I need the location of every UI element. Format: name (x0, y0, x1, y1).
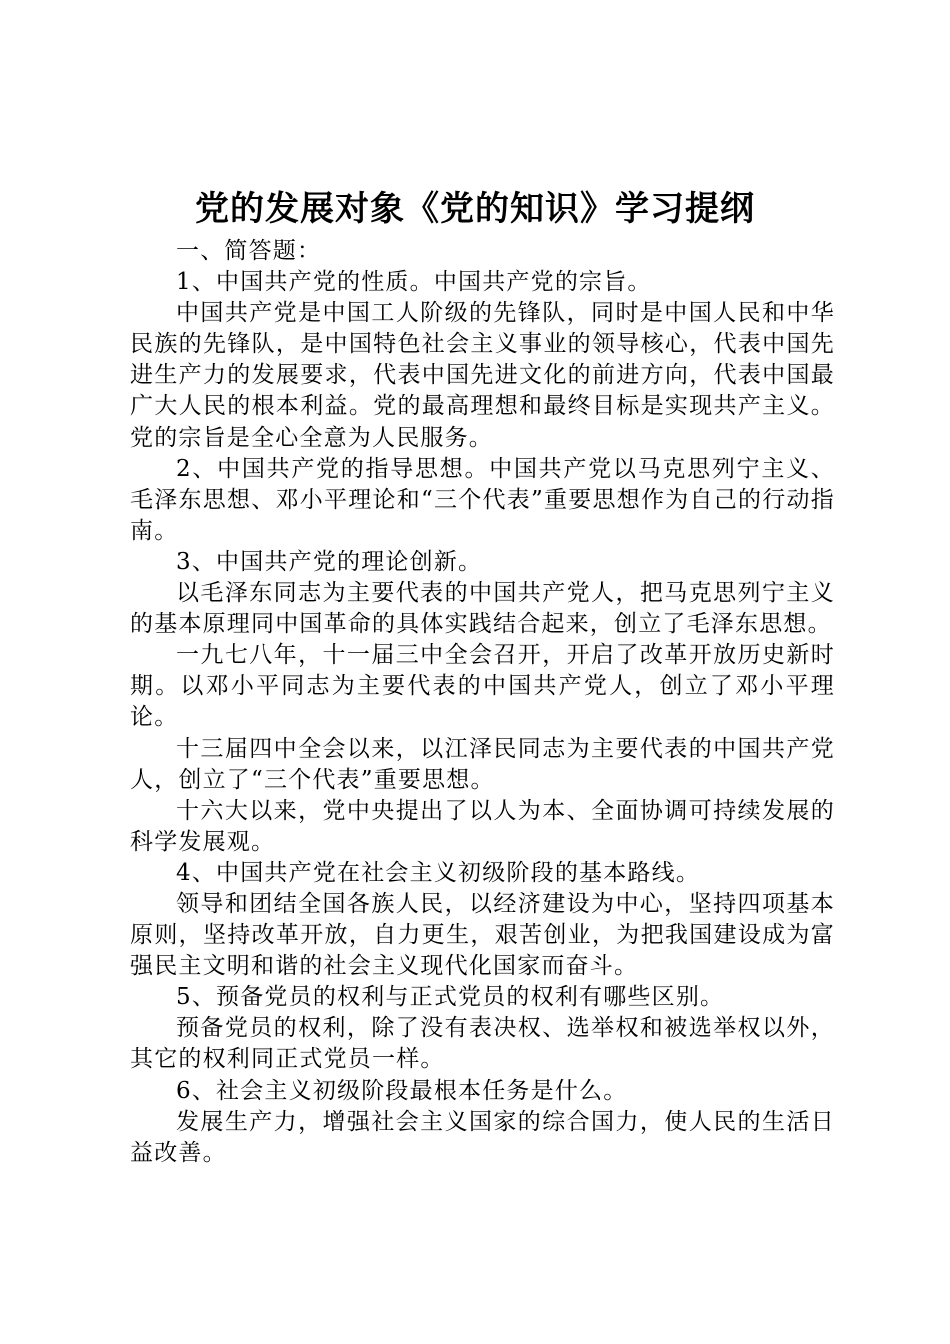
answer-6: 发展生产力，增强社会主义国家的综合国力，使人民的生活日益改善。 (130, 1108, 835, 1166)
question-1: 1、中国共产党的性质。中国共产党的宗旨。 (176, 269, 652, 296)
answer-3-part-4: 十六大以来，党中央提出了以人为本、全面协调可持续发展的科学发展观。 (130, 797, 835, 855)
document-title: 党的发展对象《党的知识》学习提纲 (195, 189, 755, 229)
question-3: 3、中国共产党的理论创新。 (176, 548, 483, 575)
answer-3-part-1: 以毛泽东同志为主要代表的中国共产党人，把马克思列宁主义的基本原理同中国革命的具体实践结合起来，创立了毛泽东思想。 (130, 580, 835, 638)
answer-4: 领导和团结全国各族人民，以经济建设为中心，坚持四项基本原则，坚持改革开放，自力更生，艰苦创业，为把我国建设成为富强民主文明和谐的社会主义现代化国家而奋斗。 (130, 890, 835, 980)
answer-5: 预备党员的权利，除了没有表决权、选举权和被选举权以外，其它的权利同正式党员一样。 (130, 1015, 835, 1073)
question-6: 6、社会主义初级阶段最根本任务是什么。 (176, 1077, 628, 1104)
document-body (130, 236, 835, 1169)
answer-1: 中国共产党是中国工人阶级的先锋队，同时是中国人民和中华民族的先锋队，是中国特色社会主义事业的领导核心，代表中国先进生产力的发展要求，代表中国先进文化的前进方向，代表中国最广大人民的根本利益。党的最高理想和最终目标是实现共产主义。党的宗旨是全心全意为人民服务。 (130, 300, 835, 451)
question-5: 5、预备党员的权利与正式党员的权利有哪些区别。 (176, 984, 725, 1011)
answer-3-part-2: 一九七八年，十一届三中全会召开，开启了改革开放历史新时期。以邓小平同志为主要代表的中国共产党人，创立了邓小平理论。 (130, 642, 835, 731)
question-4: 4、中国共产党在社会主义初级阶段的基本路线。 (176, 859, 701, 886)
question-2: 2、中国共产党的指导思想。中国共产党以马克思列宁主义、毛泽东思想、邓小平理论和“三个代表”重要思想作为自己的行动指南。 (130, 455, 835, 544)
answer-3-part-3: 十三届四中全会以来，以江泽民同志为主要代表的中国共产党人，创立了“三个代表”重要思想。 (130, 735, 835, 793)
section-heading: 一、简答题： (176, 238, 322, 264)
